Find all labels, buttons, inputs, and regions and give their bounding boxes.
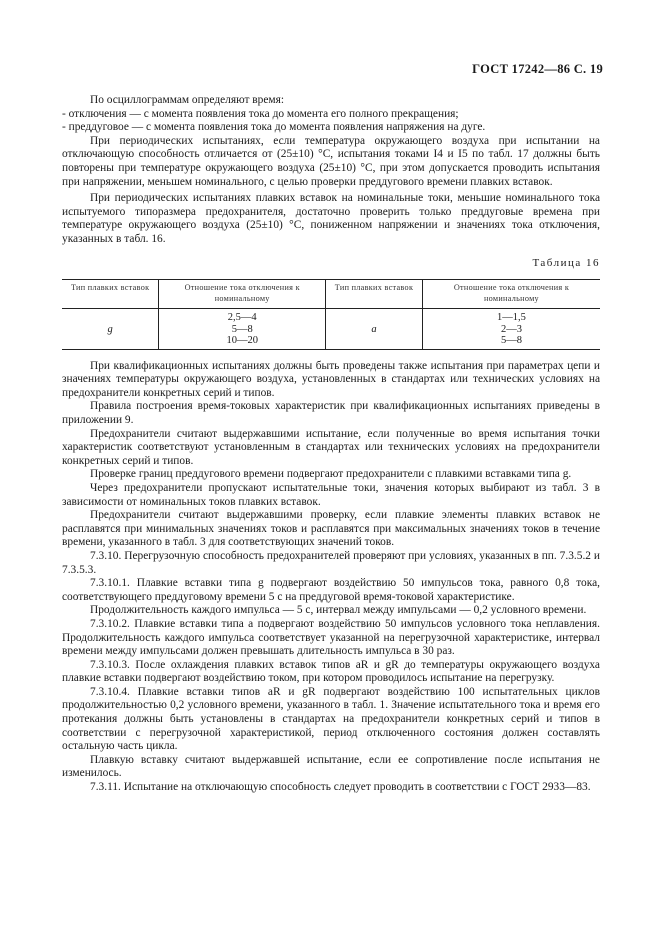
ratio-value: 5—8	[500, 335, 522, 347]
table-16	[62, 279, 600, 350]
table-header-cell: Тип плавких вставок	[62, 280, 159, 309]
document-body	[62, 94, 600, 795]
ratio-value: 10—20	[226, 335, 258, 347]
paragraph: Предохранители считают выдержавшими проверку, если плавкие элементы плавких вставок не расплавятся при минимальных значениях токов и расплавятся при максимальных значениях токов в течение времени, указанного в табл. 3 для соответствующих значений токов.	[62, 509, 600, 549]
intro-line: - преддуговое — с момента появления тока до момента появления напряжения на дуге.	[62, 121, 486, 134]
page-header: ГОСТ 17242—86 С. 19	[472, 62, 603, 76]
table-header-cell: Тип плавких вставок	[326, 280, 423, 309]
paragraph: 7.3.10.3. После охлаждения плавких вставок типов aR и gR до температуры окружающего воздуха плавкие вставки подвергают воздействию током, при котором проводилось испытание на перегрузку.	[62, 658, 600, 685]
paragraph: Через предохранители пропускают испытательные токи, значения которых выбирают из табл. 3 в зависимости от номинальных токов плавких вставок.	[62, 481, 600, 508]
paragraph: 7.3.10.4. Плавкие вставки типов aR и gR подвергают воздействию 100 испытательных циклов продолжительностью 0,2 условного времени, указанного в табл. 1. Значение испытательного тока и время его протекания должны быть установлены в стандартах на предохранители конкретных серий и типов в соответствии с перегрузочной характеристикой, период отключенного состояния должен составлять остальную часть цикла.	[62, 685, 600, 753]
paragraph: При периодических испытаниях, если температура окружающего воздуха при испытании на отключающую способность отличается от (25±10) °С, испытания токами I4 и I5 по табл. 17 должны быть повторены при температуре окружающего воздуха (25±10) °С, при этом допускается проводить испытания при напряжении, меньшем номинального, с целью проверки преддугового времени плавких вставок.	[62, 134, 600, 188]
ratio-value: 5—8	[231, 323, 253, 335]
paragraph: 7.3.10.1. Плавкие вставки типа g подвергают воздействию 50 импульсов тока, равного 0,8 тока, соответствующего преддуговому времени 5 с на преддуговой время-токовой характеристике.	[62, 577, 600, 603]
paragraph: 7.3.11. Испытание на отключающую способность следует проводить в соответствии с ГОСТ 2933—83.	[90, 781, 591, 794]
paragraph: Предохранители считают выдержавшими испытание, если полученные во время испытания точки характеристик соответствуют установленным в стандартах или технических условиях на предохранители конкретных серий и типов.	[62, 427, 600, 467]
paragraph: Плавкую вставку считают выдержавшей испытание, если ее сопротивление после испытания не изменилось.	[62, 753, 600, 780]
table-cell-ratios	[159, 309, 326, 350]
paragraph: 7.3.10.2. Плавкие вставки типа a подвергают воздействию 50 импульсов условного тока неплавления. Продолжительность каждого импульса соответствует указанной на перегрузочной характеристике, интервал времени между импульсами должен превышать длительность импульса в 30 раз.	[62, 617, 600, 658]
table-cell-type: g	[62, 309, 159, 350]
ratio-value: 2—3	[500, 323, 522, 335]
table-cell-type: a	[326, 309, 423, 350]
paragraph: При квалификационных испытаниях должны быть проведены также испытания при параметрах цепи и значениях температуры окружающего воздуха, установленных в стандартах или технических условиях на предохранители конкретных серий и типов.	[62, 359, 600, 399]
ratio-value: 2,5—4	[227, 312, 257, 324]
ratio-value: 1—1,5	[497, 312, 526, 324]
table-row	[62, 309, 600, 350]
table-header-cell: Отношение тока отключения к номинальному	[159, 280, 326, 309]
paragraph: При периодических испытаниях плавких вставок на номинальные токи, меньшие номинального тока испытуемого типоразмера предохранителя, достаточно проверить только преддуговые времена при температуре окружающего воздуха (25±10) °С, пониженном напряжении и значениях тока отключения, указанных в табл. 16.	[62, 192, 600, 245]
intro-line: По осциллограммам определяют время:	[90, 94, 285, 106]
paragraph: Проверке границ преддугового времени подвергают предохранители с плавкими вставками типа g.	[90, 468, 572, 481]
table-header-cell: Отношение тока отключения к номинальному	[422, 280, 600, 309]
table-cell-ratios	[422, 309, 600, 350]
paragraph: 7.3.10. Перегрузочную способность предохранителей проверяют при условиях, указанных в пп. 7.3.5.2 и 7.3.5.3.	[62, 549, 600, 576]
paragraph: Правила построения время-токовых характеристик при квалификационных испытаниях приведены в приложении 9.	[62, 400, 600, 426]
table-caption: Таблица 16	[532, 256, 600, 269]
table-header-row	[62, 280, 600, 309]
intro-line: - отключения — с момента появления тока до момента его полного прекращения;	[62, 107, 459, 120]
paragraph: Продолжительность каждого импульса — 5 с, интервал между импульсами — 0,2 условного времени.	[90, 604, 587, 617]
